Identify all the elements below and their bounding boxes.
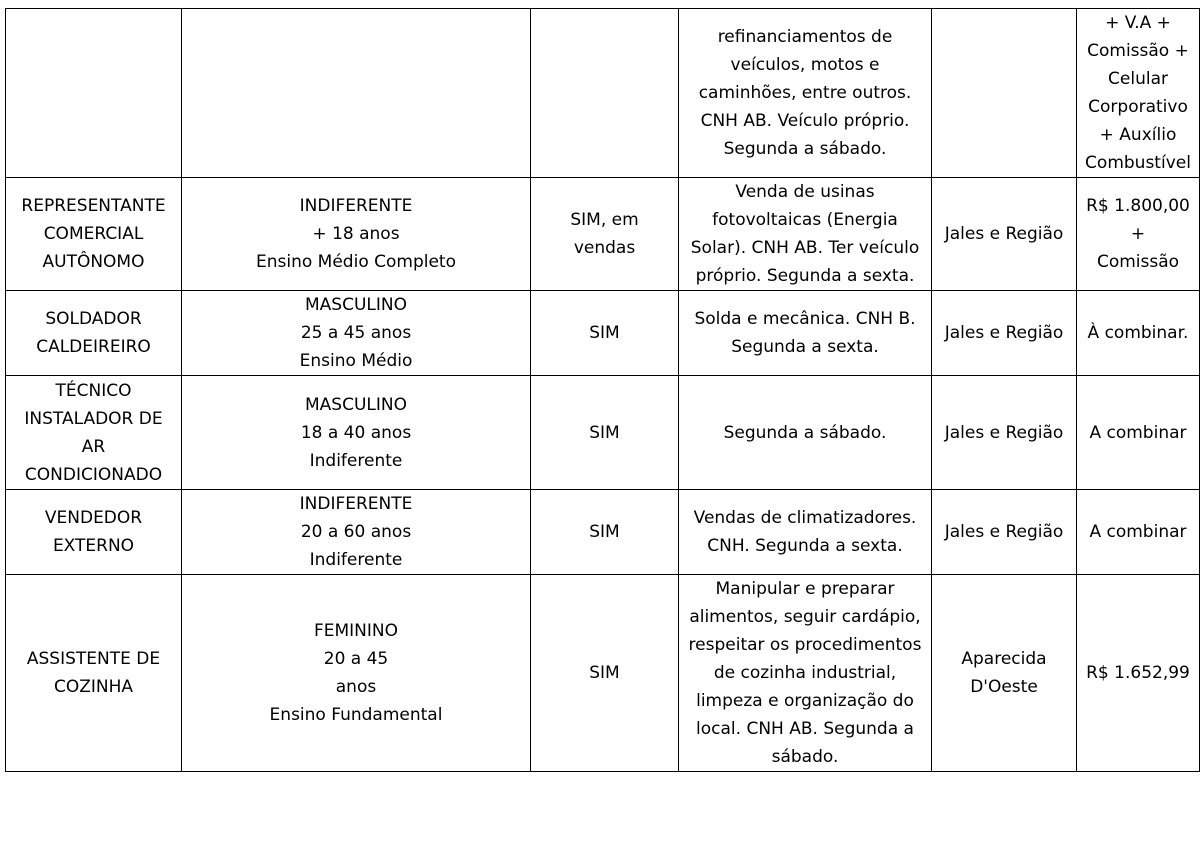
cell-line: INSTALADOR DE	[24, 408, 163, 429]
cell-line: CNH. Segunda a sexta.	[707, 536, 903, 556]
cell-cargo	[6, 376, 182, 490]
cell-line: Solda e mecânica. CNH B.	[694, 309, 916, 329]
cell-cargo	[6, 291, 182, 376]
cell-line: 25 a 45 anos	[300, 323, 412, 343]
cell-line: Jales e Região	[944, 422, 1064, 443]
cell-line: de cozinha industrial,	[713, 663, 897, 683]
cell-descricao	[679, 291, 932, 376]
cell-experiencia	[531, 490, 679, 575]
cell-line: + Auxílio	[1099, 125, 1177, 145]
cell-line: SIM	[589, 422, 620, 443]
cell-line: sábado.	[771, 747, 839, 767]
cell-line: A combinar	[1089, 422, 1187, 443]
cell-cargo	[6, 575, 182, 772]
cell-line: Vendas de climatizadores.	[693, 508, 917, 528]
cell-requisitos	[182, 575, 531, 772]
cell-line: alimentos, seguir cardápio,	[689, 607, 921, 627]
cell-line: AR	[81, 436, 106, 457]
cell-line: Venda de usinas	[735, 182, 875, 202]
cell-descricao	[679, 490, 932, 575]
cell-salario	[1077, 178, 1200, 291]
cell-descricao	[679, 575, 932, 772]
cell-line: MASCULINO	[305, 295, 407, 315]
cell-line: Indiferente	[309, 450, 403, 471]
cell-line: Manipular e preparar	[715, 579, 895, 599]
cell-line: Segunda a sábado.	[723, 422, 887, 443]
cell-descricao	[679, 178, 932, 291]
cell-salario	[1077, 376, 1200, 490]
cell-line: COZINHA	[53, 677, 134, 697]
cell-line: respeitar os procedimentos	[688, 635, 922, 655]
cell-line: SIM	[589, 663, 620, 683]
cell-line: COMERCIAL	[43, 224, 144, 244]
cell-line: Comissão +	[1087, 41, 1189, 61]
cell-salario	[1077, 291, 1200, 376]
cell-line: limpeza e organização do	[696, 691, 914, 711]
cell-requisitos	[182, 9, 531, 178]
cell-line: Corporativo	[1088, 97, 1188, 117]
cell-line: CONDICIONADO	[24, 464, 163, 485]
cell-salario	[1077, 575, 1200, 772]
cell-local	[932, 9, 1077, 178]
cell-line: FEMININO	[313, 621, 399, 641]
cell-line: INDIFERENTE	[299, 196, 413, 216]
cell-cargo	[6, 178, 182, 291]
cell-line: próprio. Segunda a sexta.	[695, 266, 915, 286]
cell-line: 20 a 60 anos	[300, 522, 412, 542]
cell-line: +	[1130, 224, 1146, 244]
cell-requisitos	[182, 376, 531, 490]
cell-line: Segunda a sábado.	[723, 139, 887, 159]
cell-descricao	[679, 376, 932, 490]
cell-line: Jales e Região	[944, 522, 1064, 542]
table-row	[6, 376, 1200, 490]
cell-line: 18 a 40 anos	[300, 422, 412, 443]
cell-line: + V.A +	[1105, 13, 1171, 33]
cell-line: SIM	[589, 522, 620, 542]
cell-line: Indiferente	[309, 550, 403, 570]
cell-line: caminhões, entre outros.	[698, 83, 912, 103]
cell-local	[932, 575, 1077, 772]
cell-line: REPRESENTANTE	[21, 196, 166, 216]
cell-line: CNH AB. Veículo próprio.	[700, 111, 910, 131]
cell-salario	[1077, 9, 1200, 178]
cell-line: Comissão	[1096, 252, 1180, 272]
cell-local	[932, 178, 1077, 291]
cell-line: Celular	[1108, 69, 1168, 89]
cell-line: R$ 1.652,99	[1086, 663, 1190, 683]
cell-line: Jales e Região	[944, 323, 1064, 343]
cell-line: CALDEIREIRO	[36, 337, 151, 357]
cell-experiencia	[531, 575, 679, 772]
cell-experiencia	[531, 291, 679, 376]
cell-experiencia	[531, 376, 679, 490]
cell-descricao	[679, 9, 932, 178]
cell-line: + 18 anos	[312, 224, 400, 244]
cell-local	[932, 376, 1077, 490]
cell-line: TÉCNICO	[55, 380, 132, 401]
cell-experiencia	[531, 178, 679, 291]
jobs-table	[5, 8, 1200, 772]
cell-line: SOLDADOR	[45, 309, 142, 329]
cell-line: 20 a 45	[323, 649, 389, 669]
cell-line: local. CNH AB. Segunda a	[696, 719, 914, 739]
cell-line: MASCULINO	[305, 394, 407, 415]
cell-requisitos	[182, 490, 531, 575]
cell-requisitos	[182, 178, 531, 291]
cell-line: INDIFERENTE	[299, 494, 413, 514]
cell-line: D'Oeste	[970, 677, 1038, 697]
cell-local	[932, 291, 1077, 376]
cell-line: Aparecida	[961, 649, 1047, 669]
cell-line: Combustível	[1085, 153, 1191, 173]
cell-line: vendas	[573, 238, 636, 258]
cell-line: Segunda a sexta.	[731, 337, 879, 357]
cell-line: Solar). CNH AB. Ter veículo	[690, 238, 920, 258]
cell-cargo	[6, 490, 182, 575]
cell-salario	[1077, 490, 1200, 575]
cell-line: VENDEDOR	[44, 508, 143, 528]
cell-local	[932, 490, 1077, 575]
cell-line: anos	[335, 677, 377, 697]
cell-line: Jales e Região	[944, 224, 1064, 244]
cell-line: refinanciamentos de	[717, 27, 893, 47]
table-row	[6, 575, 1200, 772]
cell-line: À combinar.	[1087, 323, 1189, 343]
cell-line: fotovoltaicas (Energia	[712, 210, 898, 230]
cell-line: R$ 1.800,00	[1086, 196, 1190, 216]
table-row	[6, 490, 1200, 575]
cell-line: Ensino Fundamental	[269, 705, 443, 725]
cell-experiencia	[531, 9, 679, 178]
table-row	[6, 291, 1200, 376]
cell-cargo	[6, 9, 182, 178]
cell-requisitos	[182, 291, 531, 376]
table-row	[6, 9, 1200, 178]
table-row	[6, 178, 1200, 291]
cell-line: veículos, motos e	[730, 55, 880, 75]
cell-line: ASSISTENTE DE	[26, 649, 161, 669]
cell-line: A combinar	[1089, 522, 1187, 542]
cell-line: EXTERNO	[52, 536, 135, 556]
cell-line: Ensino Médio	[299, 351, 413, 371]
cell-line: SIM, em	[570, 210, 639, 230]
cell-line: SIM	[589, 323, 620, 343]
cell-line: AUTÔNOMO	[42, 252, 145, 272]
cell-line: Ensino Médio Completo	[256, 252, 456, 272]
